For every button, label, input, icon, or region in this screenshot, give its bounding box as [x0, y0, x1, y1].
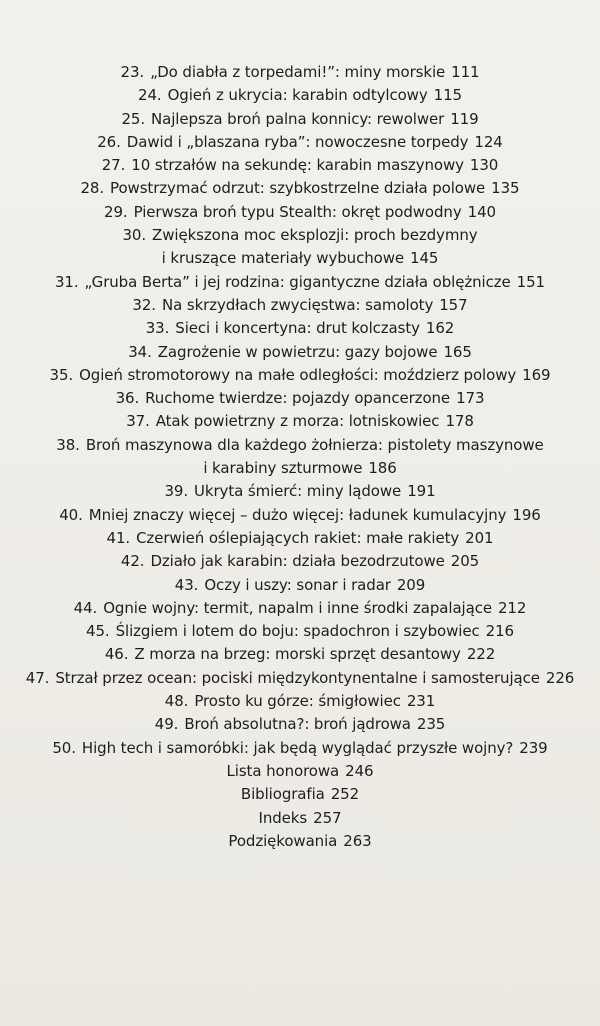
- toc-line: [0, 690, 600, 713]
- chapter-title: 10 strzałów na sekundę: karabin maszynowy: [131, 156, 464, 175]
- chapter-title: Najlepsza broń palna konnicy: rewolwer: [151, 109, 445, 128]
- page-number: 124: [474, 132, 503, 151]
- chapter-number: 49.: [154, 715, 179, 734]
- chapter-title: Indeks: [258, 808, 308, 827]
- chapter-number: 39.: [164, 482, 189, 501]
- page-number: 186: [368, 459, 397, 478]
- page-number: 135: [491, 179, 520, 198]
- page-number: 178: [445, 412, 474, 431]
- toc-line: [0, 807, 600, 830]
- toc-line: [0, 364, 600, 387]
- page-number: 111: [451, 63, 480, 81]
- chapter-title: „Do diabła z torpedami!”: miny morskie: [150, 63, 446, 81]
- toc-line: [0, 457, 600, 480]
- chapter-title: Zagrożenie w powietrzu: gazy bojowe: [157, 342, 438, 361]
- page-number: 169: [522, 365, 551, 384]
- chapter-title: Oczy i uszy: sonar i radar: [204, 575, 391, 594]
- chapter-number: 38.: [56, 435, 80, 454]
- chapter-number: 48.: [164, 692, 189, 711]
- page-number: 216: [485, 622, 514, 641]
- toc-line: [0, 154, 600, 177]
- table-of-contents: [0, 61, 600, 853]
- page-number: 246: [345, 761, 374, 780]
- page-number: 151: [516, 272, 546, 291]
- chapter-number: 25.: [121, 109, 145, 128]
- chapter-number: 40.: [59, 505, 83, 524]
- chapter-title: i kruszące materiały wybuchowe: [161, 249, 405, 268]
- chapter-title: „Gruba Berta” i jej rodzina: gigantyczne działa oblężnicze: [84, 272, 511, 291]
- chapter-number: 28.: [80, 179, 105, 198]
- chapter-title: Ślizgiem i lotem do boju: spadochron i szybowiec: [115, 622, 480, 641]
- chapter-number: 44.: [73, 598, 98, 617]
- chapter-number: 43.: [174, 575, 199, 594]
- chapter-number: 33.: [145, 319, 170, 338]
- page-number: 191: [407, 482, 436, 501]
- chapter-title: Podziękowania: [228, 831, 338, 850]
- page-number: 119: [450, 109, 479, 128]
- chapter-number: 36.: [115, 389, 140, 408]
- toc-line: [0, 294, 600, 317]
- page-number: 140: [467, 202, 496, 221]
- toc-line: [0, 574, 600, 597]
- page-number: 157: [439, 295, 468, 314]
- chapter-title: Ukryta śmierć: miny lądowe: [194, 482, 402, 501]
- chapter-number: 46.: [104, 645, 129, 664]
- page-number: 196: [512, 505, 541, 524]
- toc-line: [0, 504, 600, 527]
- chapter-title: Ogień stromotorowy na małe odległości: moździerz polowy: [79, 365, 517, 384]
- toc-line: [0, 667, 600, 690]
- toc-line: [0, 527, 600, 550]
- chapter-number: 47.: [25, 668, 50, 687]
- toc-line: [0, 620, 600, 643]
- chapter-title: Ruchome twierdze: pojazdy opancerzone: [145, 389, 451, 408]
- toc-line: [0, 760, 600, 783]
- toc-line: [0, 830, 600, 853]
- toc-line: [0, 247, 600, 270]
- page-number: 257: [313, 808, 342, 827]
- toc-line: [0, 201, 600, 224]
- chapter-title: High tech i samoróbki: jak będą wyglądać przyszłe wojny?: [81, 738, 514, 757]
- chapter-number: 29.: [104, 202, 128, 221]
- chapter-number: 37.: [126, 412, 150, 431]
- chapter-title: Na skrzydłach zwycięstwa: samoloty: [161, 295, 434, 314]
- page-number: 212: [497, 598, 527, 617]
- toc-line: [0, 550, 600, 573]
- chapter-number: 34.: [128, 342, 152, 361]
- page-number: 145: [410, 249, 439, 268]
- page-number: 222: [466, 645, 496, 664]
- toc-line: [0, 783, 600, 806]
- chapter-title: i karabiny szturmowe: [203, 459, 363, 478]
- toc-line: [0, 434, 600, 457]
- chapter-number: 45.: [86, 622, 110, 641]
- page-number: 252: [330, 785, 360, 804]
- toc-line: [0, 84, 600, 107]
- page-number: 235: [416, 715, 446, 734]
- toc-line: [0, 410, 600, 433]
- chapter-number: 24.: [138, 86, 162, 105]
- chapter-title: Dawid i „blaszana ryba”: nowoczesne torpedy: [126, 132, 469, 151]
- toc-line: [0, 341, 600, 364]
- chapter-title: Atak powietrzny z morza: lotniskowiec: [155, 412, 440, 431]
- chapter-title: Ognie wojny: termit, napalm i inne środki zapalające: [103, 598, 492, 617]
- page-number: 226: [545, 668, 575, 687]
- toc-line: [0, 387, 600, 410]
- chapter-title: Ogień z ukrycia: karabin odtylcowy: [167, 86, 428, 105]
- chapter-title: Z morza na brzeg: morski sprzęt desantowy: [134, 645, 461, 664]
- chapter-title: Zwiększona moc eksplozji: proch bezdymny: [152, 226, 478, 245]
- toc-line: [0, 737, 600, 760]
- chapter-title: Lista honorowa: [226, 761, 340, 780]
- chapter-number: 30.: [122, 226, 147, 245]
- chapter-title: Działo jak karabin: działa bezodrzutowe: [150, 552, 445, 571]
- toc-line: [0, 713, 600, 736]
- page-number: 263: [343, 831, 372, 850]
- chapter-number: 26.: [97, 132, 121, 151]
- page-number: 173: [456, 389, 485, 408]
- page-number: 231: [406, 692, 436, 711]
- chapter-title: Prosto ku górze: śmigłowiec: [194, 692, 401, 711]
- toc-line: [0, 108, 600, 131]
- page-number: 239: [519, 738, 548, 757]
- toc-line: [0, 224, 600, 247]
- chapter-number: 35.: [49, 365, 74, 384]
- page-number: 115: [433, 86, 462, 105]
- toc-line: [0, 480, 600, 503]
- page-number: 209: [396, 575, 426, 594]
- page-number: 205: [450, 552, 480, 571]
- chapter-number: 42.: [120, 552, 145, 571]
- chapter-title: Broń maszynowa dla każdego żołnierza: pistolety maszynowe: [85, 435, 544, 454]
- chapter-title: Mniej znaczy więcej – dużo więcej: ładunek kumulacyjny: [88, 505, 507, 524]
- chapter-number: 31.: [54, 272, 79, 291]
- page-number: 165: [443, 342, 472, 361]
- chapter-title: Sieci i koncertyna: drut kolczasty: [175, 319, 420, 338]
- toc-line: [0, 177, 600, 200]
- toc-line: [0, 61, 600, 84]
- page-number: 162: [425, 319, 455, 338]
- chapter-title: Czerwień oślepiających rakiet: małe rakiety: [136, 528, 460, 547]
- toc-line: [0, 271, 600, 294]
- chapter-number: 23.: [120, 63, 145, 81]
- toc-line: [0, 643, 600, 666]
- chapter-title: Broń absolutna?: broń jądrowa: [184, 715, 411, 734]
- page-number: 130: [469, 156, 499, 175]
- toc-line: [0, 597, 600, 620]
- page-number: 201: [465, 528, 494, 547]
- chapter-number: 50.: [52, 738, 76, 757]
- chapter-title: Bibliografia: [240, 785, 325, 804]
- chapter-number: 41.: [106, 528, 131, 547]
- toc-line: [0, 317, 600, 340]
- toc-line: [0, 131, 600, 154]
- chapter-title: Strzał przez ocean: pociski międzykontynentalne i samosterujące: [55, 668, 540, 687]
- chapter-title: Powstrzymać odrzut: szybkostrzelne działa polowe: [110, 179, 486, 198]
- chapter-title: Pierwsza broń typu Stealth: okręt podwodny: [133, 202, 462, 221]
- chapter-number: 32.: [132, 295, 156, 314]
- chapter-number: 27.: [101, 156, 126, 175]
